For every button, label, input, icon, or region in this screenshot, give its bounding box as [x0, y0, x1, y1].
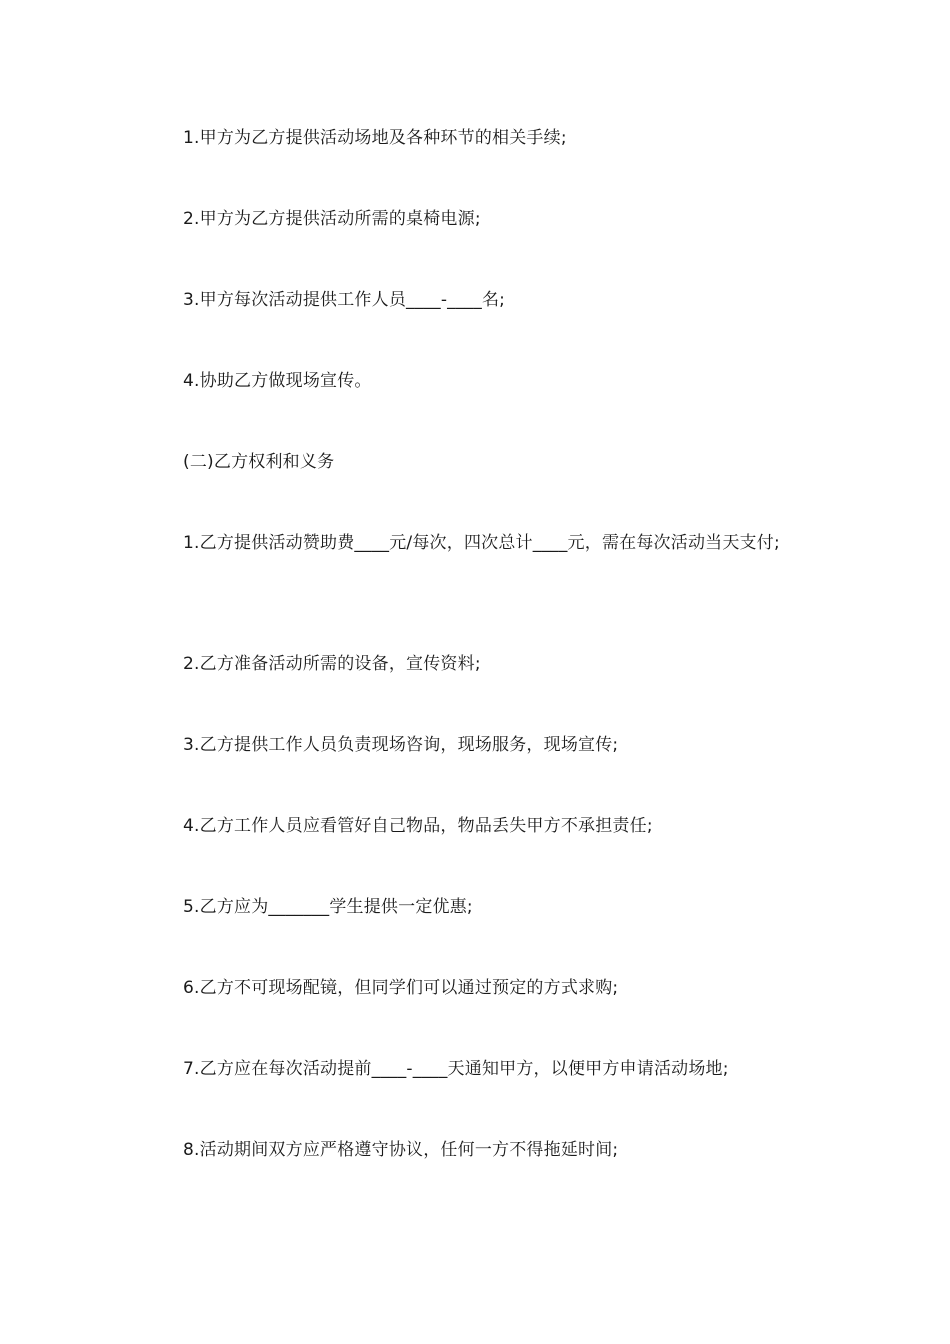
paragraph-party-b-8: 8.活动期间双方应严格遵守协议，任何一方不得拖延时间;: [183, 1140, 619, 1160]
paragraph-party-a-2: 2.甲方为乙方提供活动所需的桌椅电源;: [183, 209, 481, 229]
paragraph-party-a-4: 4.协助乙方做现场宣传。: [183, 371, 372, 391]
paragraph-party-b-7: 7.乙方应在每次活动提前____-____天通知甲方，以便甲方申请活动场地;: [183, 1059, 729, 1079]
paragraph-party-b-4: 4.乙方工作人员应看管好自己物品，物品丢失甲方不承担责任;: [183, 816, 653, 836]
paragraph-party-a-1: 1.甲方为乙方提供活动场地及各种环节的相关手续;: [183, 128, 567, 148]
paragraph-party-b-3: 3.乙方提供工作人员负责现场咨询，现场服务，现场宣传;: [183, 735, 619, 755]
paragraph-party-b-2: 2.乙方准备活动所需的设备，宣传资料;: [183, 654, 481, 674]
paragraph-party-b-6: 6.乙方不可现场配镜，但同学们可以通过预定的方式求购;: [183, 978, 619, 998]
paragraph-party-a-3: 3.甲方每次活动提供工作人员____-____名;: [183, 290, 506, 310]
section-heading-party-b: (二)乙方权利和义务: [183, 452, 335, 472]
paragraph-party-b-5: 5.乙方应为_______学生提供一定优惠;: [183, 897, 473, 917]
paragraph-party-b-1: 1.乙方提供活动赞助费____元/每次，四次总计____元，需在每次活动当天支付;: [183, 533, 780, 553]
